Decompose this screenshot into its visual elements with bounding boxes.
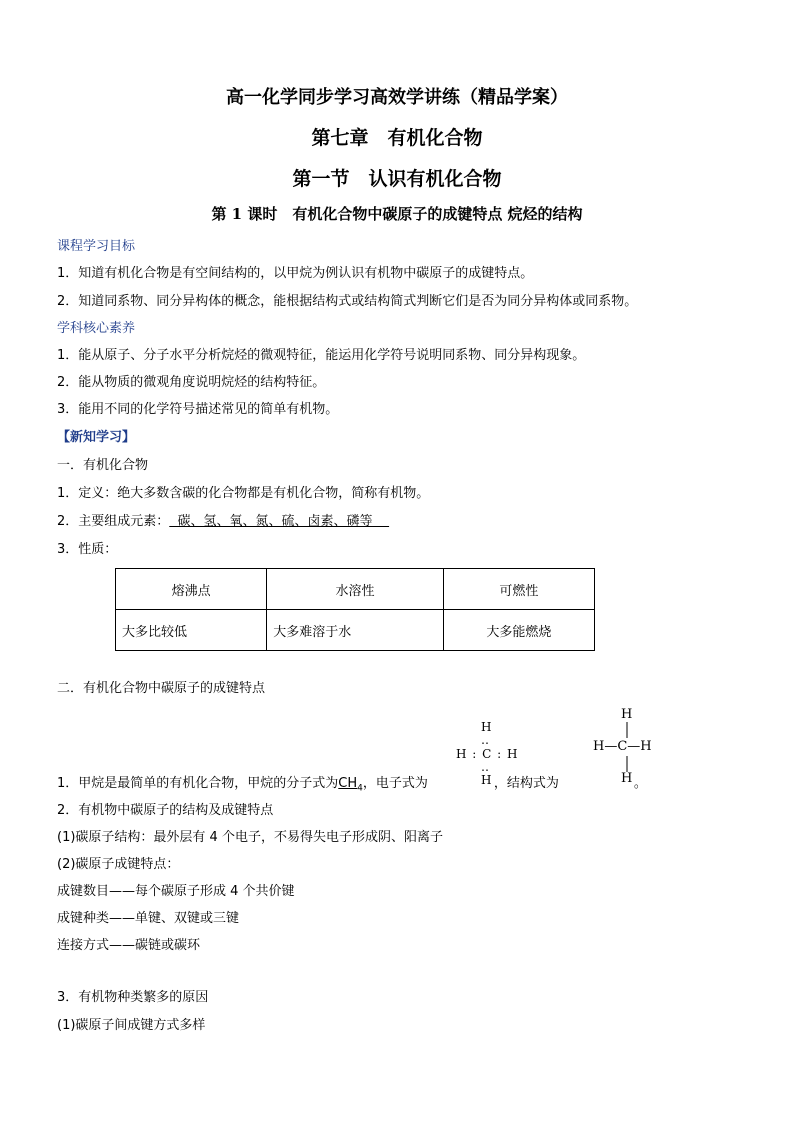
table-header-cell: 熔沸点 xyxy=(116,569,267,610)
new-knowledge-heading: 【新知学习】 xyxy=(57,430,136,445)
properties-label: 3．性质： xyxy=(57,542,118,557)
table-header-cell: 可燃性 xyxy=(443,569,594,610)
elements-answer: 碳、氢、氧、氮、硫、卤素、磷等 xyxy=(169,514,390,529)
literacy-item-3: 3．能用不同的化学符号描述常见的简单有机物。 xyxy=(57,402,339,417)
methane-text-c: ，结构式为 xyxy=(493,776,559,791)
table-header-cell: 水溶性 xyxy=(267,569,443,610)
structural-formula-top-h: H xyxy=(621,707,633,722)
carbon-structure-text: (1)碳原子结构：最外层有 4 个电子，不易得失电子形成阴、阳离子 xyxy=(57,830,443,845)
methane-formula-subscript: 4 xyxy=(357,783,363,794)
table-cell: 大多比较低 xyxy=(116,610,267,651)
table-cell: 大多能燃烧 xyxy=(443,610,594,651)
methane-text-a: 1．甲烷是最简单的有机化合物，甲烷的分子式为 xyxy=(57,776,339,791)
elements-label: 2．主要组成元素： xyxy=(57,514,170,529)
connection-text: 连接方式——碳链或碳环 xyxy=(57,938,201,953)
goals-heading: 课程学习目标 xyxy=(57,239,136,254)
chapter-title: 第七章 有机化合物 xyxy=(311,127,483,149)
electron-formula-top-dots: ‥ xyxy=(481,733,490,747)
table-cell: 大多难溶于水 xyxy=(267,610,443,651)
goal-item-2: 2．知道同系物、同分异构体的概念，能根据结构式或结构简式判断它们是否为同分异构体或同系物。 xyxy=(57,294,638,309)
section-title: 第一节 认识有机化合物 xyxy=(292,168,502,190)
literacy-item-2: 2．能从物质的微观角度说明烷烃的结构特征。 xyxy=(57,375,326,390)
part2-heading: 二．有机化合物中碳原子的成键特点 xyxy=(57,681,266,696)
electron-formula-bottom-h: H xyxy=(481,773,492,787)
methane-text-b: ，电子式为 xyxy=(362,776,428,791)
structural-formula-bottom-h: H xyxy=(621,771,633,786)
structural-formula-middle: H—C—H xyxy=(593,739,652,754)
reason1-text: (1)碳原子间成键方式多样 xyxy=(57,1018,206,1033)
table-row xyxy=(116,610,595,651)
methane-text-d: 。 xyxy=(633,776,647,791)
electron-formula-top-h: H xyxy=(481,720,492,734)
elements-line xyxy=(57,513,389,531)
methane-formula xyxy=(338,776,363,794)
methane-line xyxy=(57,775,647,798)
bond-types-text: 成键种类——单键、双键或三键 xyxy=(57,911,240,926)
methane-formula-ch: CH xyxy=(338,776,358,791)
literacy-item-1: 1．能从原子、分子水平分析烷烃的微观特征，能运用化学符号说明同系物、同分异构现象。 xyxy=(57,348,586,363)
carbon-bonding-heading: (2)碳原子成键特点： xyxy=(57,857,180,872)
properties-table xyxy=(115,568,595,651)
goal-item-1: 1．知道有机化合物是有空间结构的，以甲烷为例认识有机物中碳原子的成键特点。 xyxy=(57,266,534,281)
table-header-row xyxy=(116,569,595,610)
item2-heading: 2．有机物中碳原子的结构及成键特点 xyxy=(57,803,274,818)
literacy-heading: 学科核心素养 xyxy=(57,321,136,336)
lesson-title: 第 1 课时 有机化合物中碳原子的成键特点 烷烃的结构 xyxy=(211,205,583,223)
electron-formula-bottom-dots: ‥ xyxy=(481,760,490,774)
definition-text: 1．定义：绝大多数含碳的化合物都是有机化合物，简称有机物。 xyxy=(57,486,430,501)
item3-heading: 3．有机物种类繁多的原因 xyxy=(57,990,209,1005)
bond-count-text: 成键数目——每个碳原子形成 4 个共价键 xyxy=(57,884,295,899)
electron-formula-middle: H : C : H xyxy=(456,747,519,761)
part1-heading: 一．有机化合物 xyxy=(57,458,149,473)
document-title: 高一化学同步学习高效学讲练（精品学案） xyxy=(226,87,568,108)
